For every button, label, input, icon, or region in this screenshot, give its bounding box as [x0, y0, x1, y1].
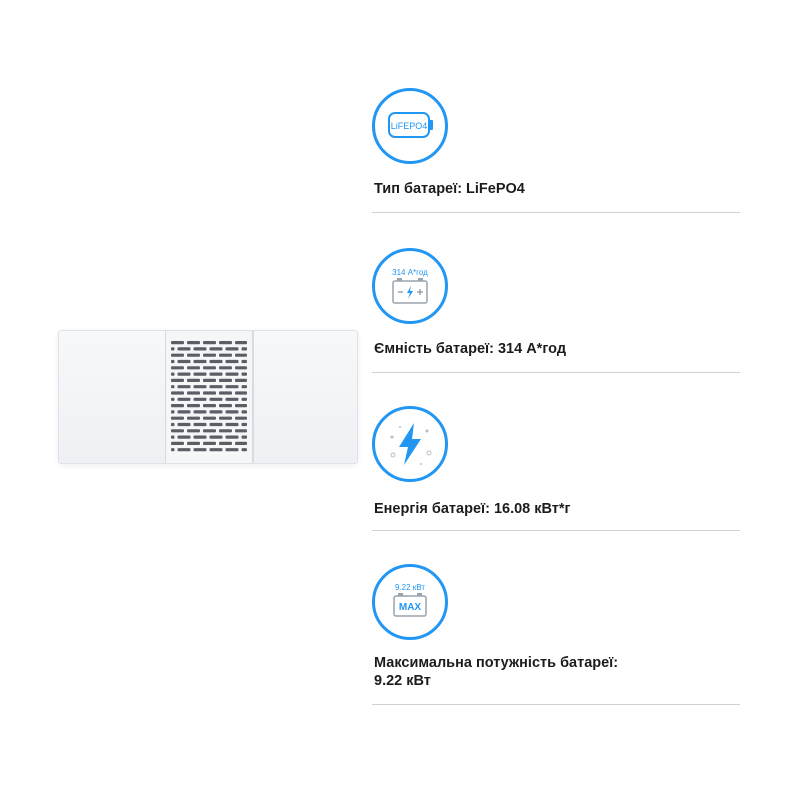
- grille-slot: [242, 436, 248, 439]
- grille-slot: [194, 448, 207, 451]
- grille-slot: [171, 366, 184, 369]
- grille-slot: [242, 385, 248, 388]
- divider: [372, 372, 740, 373]
- grille-slot: [210, 373, 223, 376]
- grille-slot: [187, 366, 200, 369]
- grille-slot: [226, 347, 239, 350]
- grille-slot: [187, 404, 200, 407]
- grille-slot: [178, 423, 191, 426]
- svg-text:314 А*год: 314 А*год: [392, 268, 428, 277]
- grille-slot: [171, 398, 175, 401]
- feature-label-line-1: Максимальна потужність батареї:: [374, 655, 619, 671]
- grille-slot: [235, 429, 247, 432]
- grille-slot: [235, 341, 247, 344]
- grille-slot: [178, 373, 191, 376]
- grille-slot: [171, 442, 184, 445]
- grille-slot: [187, 391, 200, 394]
- grille-slot: [203, 429, 216, 432]
- grille-slot: [242, 373, 248, 376]
- grille-slot: [242, 410, 248, 413]
- grille-slot: [171, 410, 175, 413]
- feature-label: [374, 654, 734, 690]
- grille-slot: [171, 423, 175, 426]
- grille-slot: [171, 448, 175, 451]
- grille-slot: [194, 436, 207, 439]
- grille-slot: [171, 373, 175, 376]
- grille-slot: [226, 385, 239, 388]
- grille-slot: [171, 436, 175, 439]
- grille-slot: [178, 347, 191, 350]
- grille-slot: [203, 354, 216, 357]
- grille-slot: [210, 448, 223, 451]
- grille-slot: [226, 360, 239, 363]
- grille-slot: [226, 423, 239, 426]
- grille-slot: [210, 410, 223, 413]
- svg-text:LiFEPO4: LiFEPO4: [390, 121, 428, 131]
- grille-slot: [210, 398, 223, 401]
- grille-slot: [219, 341, 232, 344]
- grille-slot: [187, 429, 200, 432]
- lightning-energy-icon: [372, 406, 448, 482]
- grille-slot: [171, 347, 175, 350]
- grille-slot: [187, 354, 200, 357]
- svg-text:9.22 кВт: 9.22 кВт: [394, 583, 426, 592]
- grille-slot: [203, 379, 216, 382]
- grille-slot: [203, 442, 216, 445]
- grille-slot: [171, 404, 184, 407]
- grille-slot: [210, 436, 223, 439]
- battery-product-image: [58, 330, 358, 464]
- feature-label: Ємність батареї: 314 А*год: [374, 341, 567, 357]
- grille-slot: [235, 379, 247, 382]
- grille-slot: [194, 423, 207, 426]
- grille-slot: [171, 341, 184, 344]
- grille-slot: [226, 398, 239, 401]
- grille-slot: [203, 366, 216, 369]
- lifepo4-battery-icon: [372, 88, 448, 164]
- grille-slot: [203, 341, 216, 344]
- svg-text:MAX: MAX: [398, 602, 422, 613]
- grille-slots: [166, 331, 252, 463]
- grille-slot: [242, 347, 248, 350]
- grille-slot: [210, 347, 223, 350]
- grille-slot: [219, 404, 232, 407]
- feature-label: Тип батареї: LiFePO4: [374, 181, 525, 197]
- grille-slot: [210, 385, 223, 388]
- grille-slot: [219, 442, 232, 445]
- grille-slot: [203, 391, 216, 394]
- grille-slot: [171, 354, 184, 357]
- grille-slot: [171, 417, 184, 420]
- grille-slot: [235, 366, 247, 369]
- grille-slot: [194, 385, 207, 388]
- grille-slot: [194, 410, 207, 413]
- grille-slot: [242, 360, 248, 363]
- grille-slot: [187, 341, 200, 344]
- grille-slot: [235, 354, 247, 357]
- grille-slot: [226, 448, 239, 451]
- grille-slot: [178, 410, 191, 413]
- grille-slot: [235, 391, 247, 394]
- grille-slot: [210, 423, 223, 426]
- divider: [372, 704, 740, 705]
- grille-slot: [226, 436, 239, 439]
- grille-slot: [171, 429, 184, 432]
- grille-slot: [235, 442, 247, 445]
- grille-slot: [226, 410, 239, 413]
- divider: [372, 530, 740, 531]
- grille-slot: [178, 360, 191, 363]
- grille-slot: [171, 379, 184, 382]
- grille-slot: [219, 429, 232, 432]
- grille-slot: [178, 385, 191, 388]
- grille-slot: [203, 417, 216, 420]
- feature-label-line-2: 9.22 кВт: [374, 673, 431, 689]
- grille-slot: [219, 366, 232, 369]
- grille-slot: [242, 448, 248, 451]
- grille-slot: [187, 379, 200, 382]
- grille-slot: [235, 417, 247, 420]
- grille-slot: [210, 360, 223, 363]
- grille-slot: [171, 391, 184, 394]
- grille-slot: [187, 417, 200, 420]
- grille-slot: [187, 442, 200, 445]
- grille-slot: [226, 373, 239, 376]
- grille-slot: [171, 360, 175, 363]
- max-power-battery-icon: [372, 564, 448, 640]
- grille-slot: [171, 385, 175, 388]
- ventilation-grille: [165, 331, 253, 463]
- divider: [372, 212, 740, 213]
- grille-slot: [219, 354, 232, 357]
- grille-slot: [194, 360, 207, 363]
- grille-slot: [203, 404, 216, 407]
- grille-slot: [242, 423, 248, 426]
- grille-slot: [178, 436, 191, 439]
- grille-slot: [194, 347, 207, 350]
- grille-slot: [219, 417, 232, 420]
- grille-slot: [235, 404, 247, 407]
- grille-slot: [242, 398, 248, 401]
- feature-label: Енергія батареї: 16.08 кВт*г: [374, 501, 571, 517]
- grille-slot: [194, 373, 207, 376]
- battery-capacity-icon: [372, 248, 448, 324]
- grille-slot: [178, 398, 191, 401]
- grille-slot: [219, 391, 232, 394]
- grille-slot: [219, 379, 232, 382]
- grille-slot: [178, 448, 191, 451]
- panel-seam: [253, 331, 254, 463]
- grille-slot: [194, 398, 207, 401]
